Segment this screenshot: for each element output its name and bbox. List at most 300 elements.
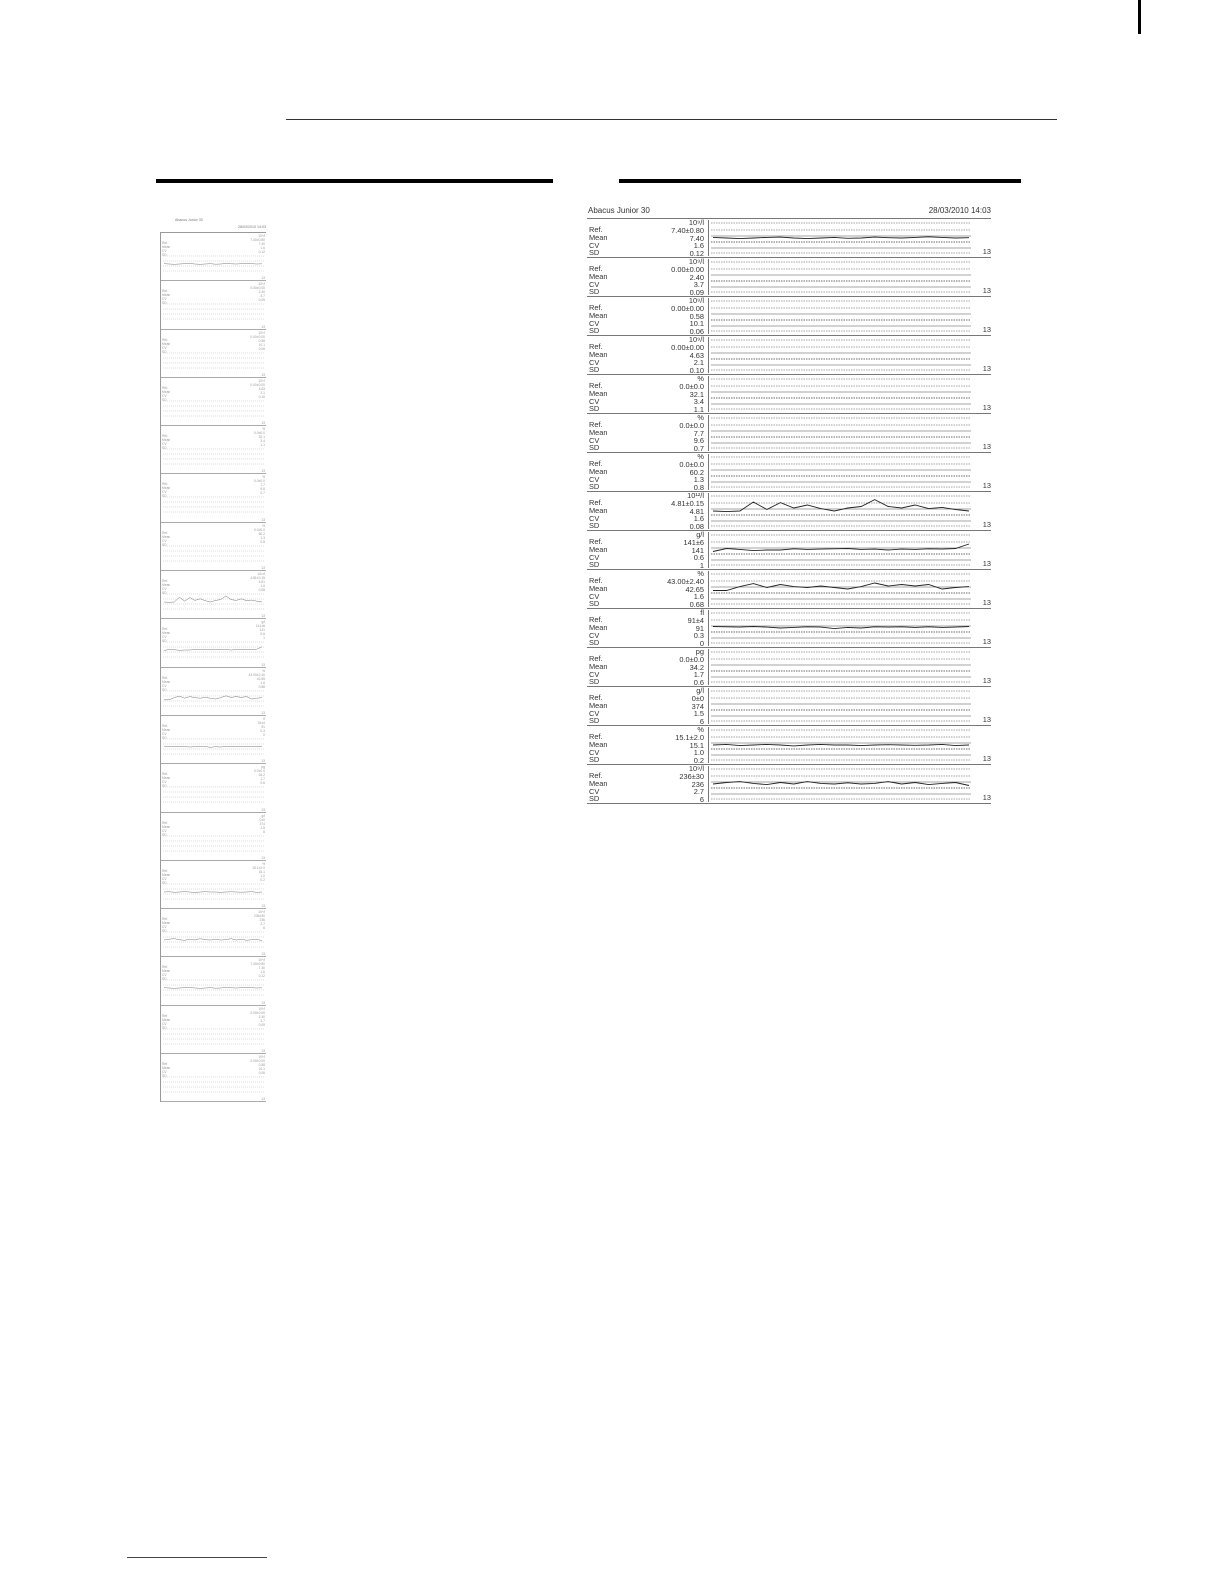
thumbnail-cv: 0.6 [260,632,265,637]
thumbnail-plot [162,1027,265,1047]
thumbnail-cv: 1.6 [260,970,265,975]
unit-label: 10¹²/l [687,491,704,500]
thumbnail-ref: 4.81±0.15 [250,576,265,581]
panel-values [688,609,704,648]
mean-value: 15.1 [689,740,704,750]
thumbnail-cv: 10.1 [258,1067,265,1072]
row-label: Mean [589,622,608,632]
thumbnail-count: 13 [261,662,265,667]
run-count: 13 [982,793,991,802]
thumbnail-row-label: CV [162,249,167,253]
sd-value: 0.10 [689,366,704,376]
unit-label: pg [695,647,704,656]
thumbnail-plot [162,930,265,950]
mean-value: 4.81 [689,506,704,516]
thumbnail-panel [161,233,266,281]
row-label: CV [589,435,600,445]
thumbnail-mean: 32.1 [258,435,265,440]
levey-jennings-plot [708,727,992,763]
thumbnail-unit: g/l [261,620,265,625]
panel-row-labels [589,460,608,491]
qc-panel [587,765,991,804]
run-count: 13 [982,715,991,724]
row-label: Mean [589,388,608,398]
row-label: CV [589,240,600,250]
thumbnail-mean: 15.1 [258,869,265,874]
footnote-rule [127,1557,267,1558]
thumbnail-mean: 2.40 [258,290,265,295]
row-label: SD [589,443,600,453]
row-label: Ref. [589,420,603,429]
thumbnail-unit: 10¹²/l [257,572,265,577]
thumbnail-unit: pg [261,765,265,770]
mean-value: 4.63 [689,350,704,360]
panel-values [671,492,704,531]
row-label: SD [589,560,600,570]
thumbnail-values [250,234,265,254]
levey-jennings-plot [708,220,992,256]
thumbnail-row-label: Mean [162,341,171,346]
thumbnail-values [254,524,265,544]
panel-row-labels [589,499,608,530]
thumbnail-row-label: Mean [162,727,171,732]
thumbnail-row-label: Mean [162,534,171,539]
run-count: 13 [982,637,991,646]
thumbnail-sd: 6 [263,926,265,931]
qc-panel [587,219,991,258]
thumbnail-row-label: SD [162,591,167,596]
ref-value: 141±6 [683,537,704,547]
cv-value: 2.1 [693,358,704,368]
thumbnail-row-label: Mean [162,631,171,636]
thumbnail-row-label: Mean [162,438,171,443]
thumbnail-ref: 0±0 [259,817,265,822]
row-label: Mean [589,739,608,749]
thumbnail-series-line [164,746,262,747]
row-label: Mean [589,310,608,320]
thumbnail-cv: 3.4 [260,439,265,444]
qc-panel [587,531,991,570]
levey-jennings-plot [708,610,992,646]
thumbnail-row-label: CV [162,876,167,881]
ref-value: 0.0±0.0 [679,654,704,664]
mean-value: 236 [691,779,704,789]
plot-canvas [709,532,992,568]
thumbnail-plot [162,495,265,515]
levey-jennings-plot [708,337,992,373]
mean-value: 42.65 [685,584,704,594]
thumbnail-sd: 0.08 [258,588,265,593]
cv-value: 2.7 [693,787,704,797]
thumbnail-panel [161,330,266,378]
panel-row-labels [589,655,608,686]
thumbnail-row-label: Mean [162,583,171,588]
row-label: CV [589,747,600,757]
cv-value: 1.6 [693,514,704,524]
row-label: SD [589,677,600,687]
sd-value: 0.06 [689,327,704,337]
row-label: CV [589,630,600,640]
row-label: Mean [589,427,608,437]
thumbnail-row-label: SD [162,494,167,499]
row-label: Mean [589,778,608,788]
thumbnail-ref: 0.00±0.00 [250,334,265,339]
thumbnail-row-label: CV [162,973,167,978]
thumbnail-sd: 0.2 [260,877,265,882]
qc-panel [587,336,991,375]
plot-canvas [709,571,992,607]
thumbnail-row-label: CV [162,731,167,736]
row-label: Ref. [589,771,603,780]
thumbnail-count: 13 [261,1049,265,1054]
cv-value: 10.1 [689,319,704,329]
thumbnail-series-line [164,647,262,651]
thumbnail-unit: g/l [261,813,265,818]
thumbnail-row-label: Ref. [162,289,169,294]
thumbnail-mean: 0.58 [258,338,265,343]
cv-value: 9.6 [693,436,704,446]
thumbnail-values [258,717,265,737]
thumbnail-row-label: CV [162,587,167,592]
row-label: CV [589,591,600,601]
levey-jennings-plot [708,649,992,685]
qc-panel [587,453,991,492]
thumbnail-plot [162,399,265,419]
qc-panel-list [587,218,991,804]
thumbnail-count: 13 [261,1000,265,1005]
plot-canvas [709,610,992,646]
levey-jennings-plot [708,454,992,490]
thumbnail-panel [161,571,266,619]
qc-panel [587,648,991,687]
thumbnail-values [256,620,265,640]
cv-value: 1.3 [693,475,704,485]
row-label: CV [589,474,600,484]
levey-jennings-plot [708,298,992,334]
thumbnail-row-label: Ref. [162,627,169,632]
thumbnail-values [259,814,265,834]
sd-value: 6 [699,717,704,727]
run-count: 13 [982,364,991,373]
panel-values [671,336,704,375]
thumbnail-plot [162,302,265,322]
thumbnail-cv: 1.3 [260,535,265,540]
row-label: CV [589,552,600,562]
thumbnail-printout [160,218,266,1102]
mean-value: 0.58 [689,311,704,321]
thumbnail-cv: 2.7 [260,922,265,927]
thumbnail-row-label: CV [162,538,167,543]
plot-canvas [709,376,992,412]
thumbnail-count: 13 [261,904,265,909]
mean-value: 32.1 [689,389,704,399]
row-label: Ref. [589,498,603,507]
thumbnail-row-label: Mean [162,872,171,877]
thumbnail-unit: fl [263,716,265,721]
row-label: Ref. [589,381,603,390]
sd-value: 0 [699,639,704,649]
panel-values [679,765,704,804]
thumbnail-count: 13 [261,421,265,426]
thumbnail-plot [162,737,265,757]
thumbnail-row-label: Mean [162,824,171,829]
thumbnail-count: 13 [261,372,265,377]
sd-value: 1.1 [693,405,704,415]
ref-value: 43.00±2.40 [667,576,704,586]
unit-label: % [697,413,704,422]
thumbnail-values [249,669,265,689]
thumbnail-row-label: Ref. [162,723,169,728]
cv-value: 0.6 [693,553,704,563]
thumbnail-plot [162,882,265,902]
thumbnail-ref: 7.40±0.80 [250,962,265,967]
thumbnail-sd: 0.7 [260,491,265,496]
thumbnail-plot [162,592,265,612]
thumbnail-panel [161,668,266,716]
thumbnail-row-label: Mean [162,776,171,781]
row-label: SD [589,287,600,297]
run-count: 13 [982,559,991,568]
row-label: Mean [589,661,608,671]
thumbnail-count: 13 [261,952,265,957]
thumbnail-values [250,379,265,399]
row-label: SD [589,599,600,609]
cv-value: 1.0 [693,748,704,758]
thumbnail-ref: 141±6 [255,624,265,629]
thumbnail-unit: % [262,427,265,432]
thumbnail-row-label: Ref. [162,530,169,535]
thumbnail-row-label: Ref. [162,772,169,777]
thumbnail-row-label: Ref. [162,337,169,342]
thumbnail-row-label: Mean [162,245,171,249]
thumbnail-row-label: CV [162,683,167,688]
qc-series-line [713,744,969,746]
row-label: SD [589,638,600,648]
unit-label: 10⁹/l [688,257,704,266]
plot-canvas [709,688,992,724]
mean-value: 374 [691,701,704,711]
thumbnail-row-label: SD [162,977,167,982]
thumbnail-cv: 9.6 [260,487,265,492]
levey-jennings-plot [708,259,992,295]
row-label: CV [589,669,600,679]
thumbnail-row-label: SD [162,929,167,934]
levey-jennings-plot [708,376,992,412]
header-rule [286,119,1057,120]
thumbnail-ref: 0.00±0.00 [250,1059,265,1064]
thumbnail-values [250,1007,265,1027]
thumbnail-panel [161,813,266,861]
panel-values [684,531,705,570]
thumbnail-count: 13 [261,759,265,764]
thumbnail-row-label: Mean [162,969,171,974]
row-label: SD [589,326,600,336]
panel-values [679,414,704,453]
thumbnail-plot [162,785,265,805]
printout-date: 28/03/2010 14:03 [928,206,991,215]
sd-value: 0.7 [693,444,704,454]
mean-value: 2.40 [689,272,704,282]
unit-label: fl [700,608,704,617]
thumbnail-cv: 1.6 [260,246,265,250]
thumbnail-panel [161,619,266,667]
levey-jennings-plot [708,493,992,529]
row-label: Ref. [589,264,603,273]
row-label: SD [589,365,600,375]
row-label: CV [589,357,600,367]
row-label: Mean [589,505,608,515]
run-count: 13 [982,676,991,685]
panel-row-labels [589,772,608,803]
thumbnail-mean: 374 [259,821,265,826]
run-count: 13 [982,598,991,607]
panel-row-labels [589,382,608,413]
row-label: SD [589,521,600,531]
levey-jennings-plot [708,415,992,451]
sd-value: 0.8 [693,483,704,493]
panel-values [671,297,704,336]
thumbnail-panel [161,281,266,329]
row-label: Ref. [589,342,603,351]
sd-value: 0.2 [693,756,704,766]
thumbnail-values [250,958,265,978]
unit-label: 10⁹/l [688,218,704,227]
thumbnail-series-line [164,892,262,893]
unit-label: % [697,374,704,383]
thumbnail-row-label: Mean [162,1017,171,1022]
thumbnail-row-label: Ref. [162,1013,169,1018]
thumbnail-count: 13 [261,324,265,329]
cv-value: 3.4 [693,397,704,407]
thumbnail-row-label: CV [162,297,167,302]
row-label: SD [589,716,600,726]
thumbnail-row-label: SD [162,784,167,789]
panel-row-labels [589,265,608,296]
thumbnail-ref: 15.1±2.0 [252,865,265,870]
ref-value: 15.1±2.0 [675,732,704,742]
row-label: Mean [589,349,608,359]
mean-value: 7.40 [689,233,704,243]
thumbnail-values [254,475,265,495]
thumbnail-row-label: SD [162,1074,167,1079]
thumbnail-ref: 0.0±0.0 [254,769,265,774]
thumbnail-mean: 4.63 [258,386,265,391]
thumbnail-row-label: CV [162,345,167,350]
thumbnail-values [254,427,265,447]
thumbnail-row-label: SD [162,1025,167,1030]
thumbnail-panel [161,716,266,764]
ref-value: 236±30 [679,771,704,781]
plot-canvas [709,454,992,490]
thumbnail-count: 13 [261,276,265,281]
thumbnail-panel [161,909,266,957]
run-count: 13 [982,481,991,490]
row-label: SD [589,248,600,258]
panel-values [671,258,704,297]
plot-canvas [709,220,992,256]
ref-value: 91±4 [687,615,704,625]
thumbnail-cv: 2.1 [260,390,265,395]
panel-row-labels [589,616,608,647]
row-label: CV [589,396,600,406]
thumbnail-values [250,282,265,302]
unit-label: 10⁹/l [688,296,704,305]
thumbnail-ref: 0.00±0.00 [250,1010,265,1015]
row-label: Ref. [589,459,603,468]
thumbnail-cv: 0.3 [260,728,265,733]
cv-value: 1.6 [693,241,704,251]
thumbnail-cv: 1.5 [260,825,265,830]
sd-value: 0.6 [693,678,704,688]
thumbnail-row-label: Mean [162,293,171,298]
thumbnail-mean: 60.2 [258,531,265,536]
qc-panel [587,375,991,414]
thumbnail-count: 13 [261,566,265,571]
run-count: 13 [982,286,991,295]
thumbnail-unit: 10⁹/l [258,1055,265,1060]
qc-panel [587,726,991,765]
thumbnail-row-label: CV [162,1021,167,1026]
qc-panel [587,414,991,453]
thumbnail-mean: 2.40 [258,1014,265,1019]
thumbnail-row-label: Ref. [162,579,169,584]
unit-label: 10⁹/l [688,764,704,773]
sd-value: 0.08 [689,522,704,532]
thumbnail-sd: 0.06 [258,1071,265,1076]
thumbnail-panel [161,474,266,522]
thumbnail-values [250,1055,265,1075]
thumbnail-unit: % [262,523,265,528]
thumbnail-panel [161,861,266,909]
thumbnail-unit: 10⁹/l [258,958,265,963]
thumbnail-values [254,910,265,930]
thumbnail-count: 13 [261,614,265,619]
thumbnail-unit: 10⁹/l [258,378,265,383]
unit-label: g/l [696,686,704,695]
panel-row-labels [589,694,608,725]
ref-value: 0.00±0.00 [671,303,704,313]
plot-canvas [709,259,992,295]
thumbnail-cv: 1.0 [260,873,265,878]
thumbnail-ref: 7.40±0.80 [250,238,265,242]
row-label: Ref. [589,537,603,546]
thumbnail-row-label: Mean [162,1066,171,1071]
thumbnail-panel [161,378,266,426]
row-label: SD [589,482,600,492]
thumbnail-row-label: Ref. [162,241,169,245]
thumbnail-row-label: SD [162,542,167,547]
thumbnail-plot [162,254,265,274]
thumbnail-row-label: CV [162,925,167,930]
thumbnail-plot [162,351,265,371]
thumbnail-plot [162,640,265,660]
thumbnail-values [250,331,265,351]
thumbnail-row-label: Ref. [162,1062,169,1067]
ref-value: 0±0 [691,693,704,703]
thumbnail-sd: 0.8 [260,539,265,544]
section-rule-right [619,179,1021,183]
qc-panel [587,570,991,609]
panel-values [671,219,704,258]
row-label: Mean [589,466,608,476]
thumbnail-row-label: CV [162,442,167,447]
row-label: CV [589,279,600,289]
thumbnail-row-label: Ref. [162,385,169,390]
thumbnail-title: Abacus Junior 30 [175,218,203,222]
plot-canvas [709,727,992,763]
panel-row-labels [589,733,608,764]
sd-value: 0.12 [689,249,704,259]
